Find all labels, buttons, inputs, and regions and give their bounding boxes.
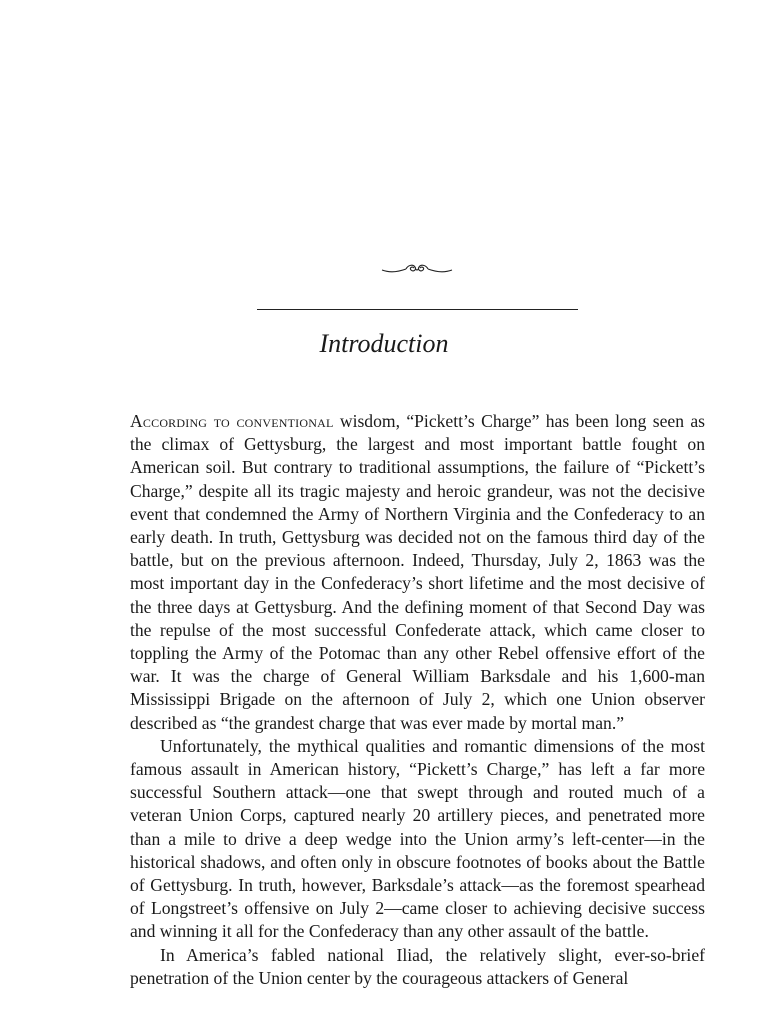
chapter-title: Introduction <box>319 329 449 358</box>
paragraph-text: wisdom, “Pickett’s Charge” has been long seen as the climax of Gettysburg, the largest and most important battle fought on American soil. But contrary to traditional assumptions, the failure of “Pickett’s Charge,” despite all its tragic majesty and heroic grandeur, was not the decisive event that condemned the Army of Northern Virginia and the Confederacy to an early death. In truth, Gettysburg was decided not on the famous third day of the battle, but on the previous afternoon. Indeed, Thursday, July 2, 1863 was the most important day in the Confederacy’s short lifetime and the most decisive of the three days at Gettysburg. And the defining moment of that Second Day was the repulse of the most successful Confederate attack, which came closer to toppling the Army of the Potomac than any other Rebel offensive effort of the war. It was the charge of General William Barksdale and his 1,600-man Mississippi Brigade on the afternoon of July 2, which one Union observer described as “the grandest charge that was ever made by mortal man.” <box>130 411 705 733</box>
paragraph-2: Unfortunately, the mythical qualities and romantic dimensions of the most famous assault in American history, “Pickett’s Charge,” has left a far more successful Southern attack—one that swept through and routed much of a veteran Union Corps, captured nearly 20 artillery pieces, and penetrated more than a mile to drive a deep wedge into the Union army’s left-center—in the historical shadows, and often only in obscure footnotes of books about the Battle of Gettysburg. In truth, however, Barksdale’s attack—as the foremost spearhead of Longstreet’s offensive on July 2—came closer to achieving decisive success and winning it all for the Confederacy than any other assault of the battle. <box>130 735 705 942</box>
paragraph-lead: According to conventional <box>130 411 334 431</box>
paragraph-3: In America’s fabled national Iliad, the relatively slight, ever-so-brief penetration of the Union center by the courageous attackers of General <box>130 944 705 988</box>
title-rule <box>257 309 578 310</box>
fleuron-ornament-icon <box>380 262 454 276</box>
paragraph-1 <box>130 410 705 735</box>
body-text <box>130 410 705 990</box>
